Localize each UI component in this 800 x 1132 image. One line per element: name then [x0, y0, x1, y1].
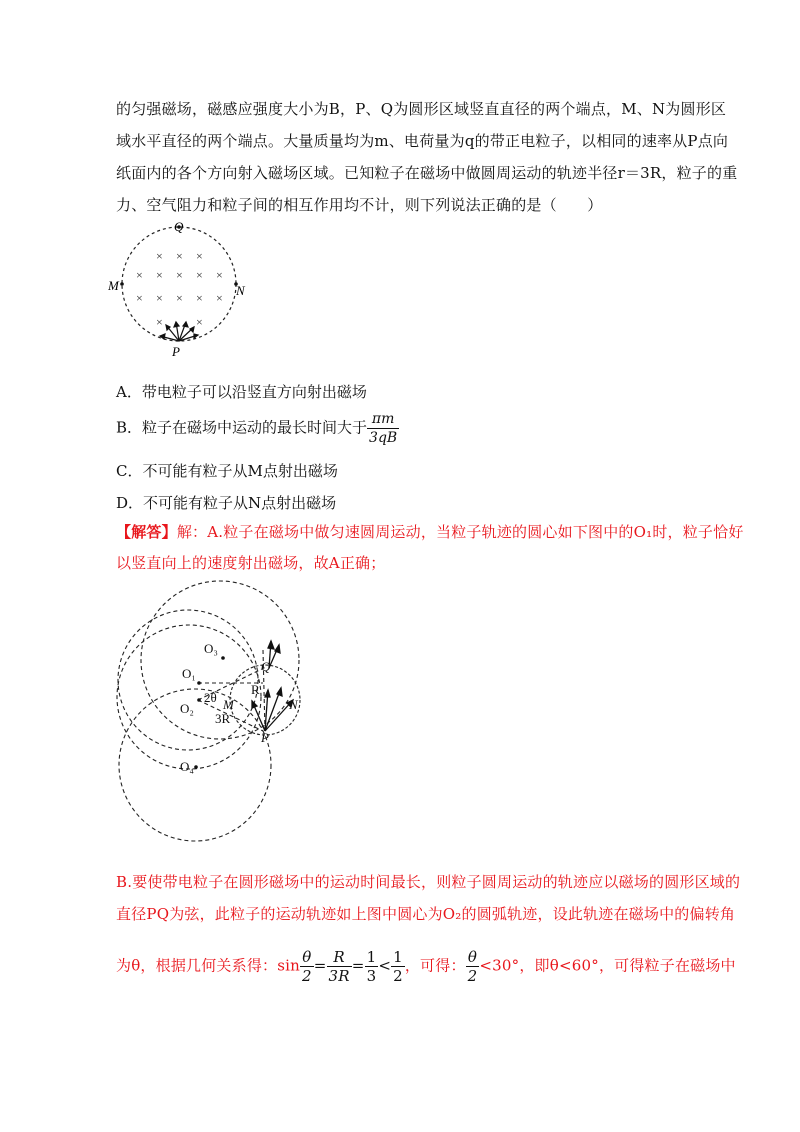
option-b: B．粒子在磁场中运动的最长时间大于 $\frac{\pi m}{3qB}$ — [116, 411, 398, 446]
svg-text:×: × — [216, 291, 223, 305]
label-Q2: Q — [261, 659, 271, 674]
label-O4: O₄ — [180, 759, 194, 774]
label-angle: 2θ — [204, 690, 217, 705]
svg-text:×: × — [156, 291, 163, 305]
option-a: A．带电粒子可以沿竖直方向射出磁场 — [116, 383, 367, 401]
label-3R: 3R — [215, 711, 231, 726]
svg-text:×: × — [196, 315, 203, 329]
velocity-arrows — [160, 322, 198, 341]
field-crosses — [136, 249, 223, 329]
svg-text:×: × — [176, 249, 183, 263]
question-line-3: 纸面内的各个方向射入磁场区域。已知粒子在磁场中做圆周运动的轨迹半径r＝3R，粒子的重 — [116, 164, 738, 182]
option-c: C．不可能有粒子从M点射出磁场 — [116, 462, 338, 480]
label-P: P — [172, 344, 180, 359]
svg-text:×: × — [196, 268, 203, 282]
svg-text:×: × — [136, 268, 143, 282]
field-region-circle — [122, 227, 236, 341]
trajectory-circle-o4 — [119, 689, 271, 841]
label-M: M — [108, 278, 119, 293]
question-line-2: 域水平直径的两个端点。大量质量均为m、电荷量为q的带正电粒子，以相同的速率从P点向 — [116, 132, 729, 150]
trajectory-circle-o2 — [117, 625, 261, 769]
label-N2: N — [289, 697, 298, 712]
trajectory-figure — [108, 575, 318, 845]
svg-text:×: × — [196, 291, 203, 305]
label-Q: Q — [174, 219, 184, 234]
option-d: D．不可能有粒子从N点射出磁场 — [116, 494, 337, 512]
svg-text:×: × — [196, 249, 203, 263]
question-line-4: 力、空气阻力和粒子间的相互作用均不计，则下列说法正确的是（ ） — [116, 196, 603, 214]
answer-line-2: 以竖直向上的速度射出磁场，故A正确； — [116, 554, 386, 572]
label-O3: O₃ — [204, 641, 218, 656]
label-N: N — [236, 283, 245, 298]
solution-b-line-2: 直径PQ为弦，此粒子的运动轨迹如上图中圆心为O₂的圆弧轨迹，设此轨迹在磁场中的偏转角 — [116, 905, 736, 923]
solution-b-line-1: B.要使带电粒子在圆形磁场中的运动时间最长，则粒子圆周运动的轨迹应以磁场的圆形区域的 — [116, 873, 741, 891]
svg-text:×: × — [136, 291, 143, 305]
answer-tag: 【解答】 — [116, 523, 177, 541]
label-P2: P — [261, 730, 269, 745]
svg-text:×: × — [156, 315, 163, 329]
svg-text:×: × — [176, 291, 183, 305]
svg-text:×: × — [176, 268, 183, 282]
label-O2: O₂ — [180, 701, 194, 716]
label-R: R — [251, 682, 260, 697]
svg-text:×: × — [156, 268, 163, 282]
answer-line-1: 【解答】解：A.粒子在磁场中做匀速圆周运动，当粒子轨迹的圆心如下图中的O₁时，粒子恰好 — [116, 523, 744, 541]
solution-b-line-3: 为θ，根据几何关系得：sin $\frac{\theta}{2}$ = $\frac{R}{3R}$ = $\frac{1}{3}$ < $\frac{1}{2}$ ，可得： $\frac{\theta}{2}$ <30°，即θ<60°，可得粒子在磁场中 — [116, 948, 736, 985]
svg-text:×: × — [156, 249, 163, 263]
label-O1: O₁ — [182, 666, 196, 681]
magnetic-field-figure — [108, 218, 258, 363]
label-M2: M — [223, 697, 234, 712]
question-line-1: 的匀强磁场，磁感应强度大小为B，P、Q为圆形区域竖直直径的两个端点，M、N为圆形区 — [116, 100, 727, 118]
svg-text:×: × — [216, 268, 223, 282]
